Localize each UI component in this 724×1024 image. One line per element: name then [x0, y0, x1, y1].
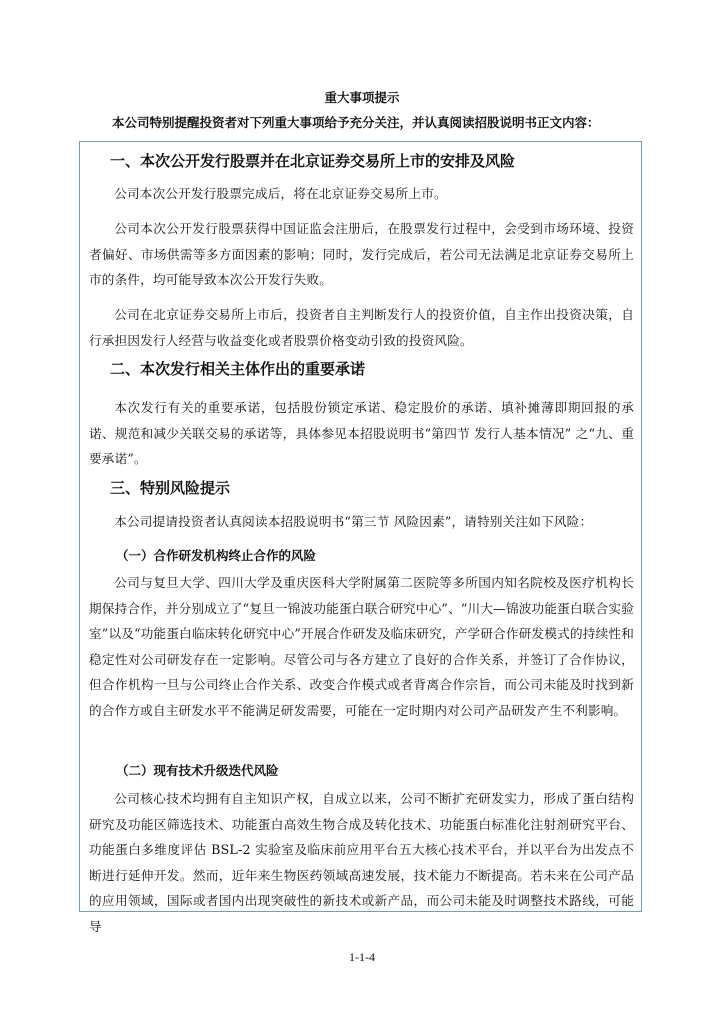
section-3-heading: 三、特别风险提示 — [110, 479, 231, 497]
subsection-1-paragraph: 公司与复旦大学、四川大学及重庆医科大学附属第二医院等多所国内知名院校及医疗机构长期保持合作，并分别成立了“复旦一锦波功能蛋白联合研究中心”、“川大—锦波功能蛋白联合实验室”以及“功能蛋白临床转化研究中心”开展合作研发及临床研究，产学研合作研发模式的持续性和稳定性对公司研发存在一定影响。尽管公司与各方建立了良好的合作关系，并签订了合作协议，但合作机构一旦与公司终止合作关系、改变合作模式或者背离合作宗旨，而公司未能及时找到新的合作方或自主研发水平不能满足研发需要，可能在一定时期内对公司产品研发产生不利影响。 — [89, 575, 634, 718]
section-1-heading: 一、本次公开发行股票并在北京证券交易所上市的安排及风险 — [110, 152, 516, 170]
document-intro: 本公司特别提醒投资者对下列重大事项给予充分关注，并认真阅读招股说明书正文内容： — [112, 115, 600, 130]
subsection-1-heading: （一）合作研发机构终止合作的风险 — [116, 548, 317, 563]
section-1-paragraph-3: 公司在北京证券交易所上市后，投资者自主判断发行人的投资价值，自主作出投资决策，自行承担因发行人经营与收益变化或者股票价格变动引致的投资风险。 — [89, 307, 634, 348]
section-2-paragraph-1: 本次发行有关的重要承诺，包括股份锁定承诺、稳定股价的承诺、填补摊薄即期回报的承诺、规范和减少关联交易的承诺等，具体参见本招股说明书“第四节 发行人基本情况” 之“九、重要承诺”。 — [89, 400, 634, 466]
page-number: 1-1-4 — [349, 950, 375, 964]
section-1-paragraph-2: 公司本次公开发行股票获得中国证监会注册后，在股票发行过程中，会受到市场环境、投资者偏好、市场供需等多方面因素的影响；同时，发行完成后，若公司无法满足北京证券交易所上市的条件，均可能导致本次公开发行失败。 — [89, 221, 634, 287]
subsection-2-heading: （二）现有技术升级迭代风险 — [116, 763, 279, 778]
content-frame — [79, 141, 642, 934]
section-2-heading: 二、本次发行相关主体作出的重要承诺 — [110, 360, 366, 378]
section-3-intro: 本公司提请投资者认真阅读本招股说明书“第三节 风险因素”，请特别关注如下风险： — [114, 514, 593, 529]
document-title: 重大事项提示 — [324, 90, 400, 105]
section-1-paragraph-1: 公司本次公开发行股票完成后，将在北京证券交易所上市。 — [114, 186, 447, 201]
subsection-2-paragraph: 公司核心技术均拥有自主知识产权，自成立以来，公司不断扩充研发实力，形成了蛋白结构研究及功能区筛选技术、功能蛋白高效生物合成及转化技术、功能蛋白标准化注射剂研究平台、功能蛋白多维度评估 BSL-2 实验室及临床前应用平台五大核心技术平台，并以平台为出发点不断进行延伸开发。然而，近年来生物医药领域高速发展，技术能力不断提高。若未来在公司产品的应用领域，国际或者国内出现突破性的新技术或新产品，而公司未能及时调整技术路线，可能导 — [89, 791, 634, 934]
